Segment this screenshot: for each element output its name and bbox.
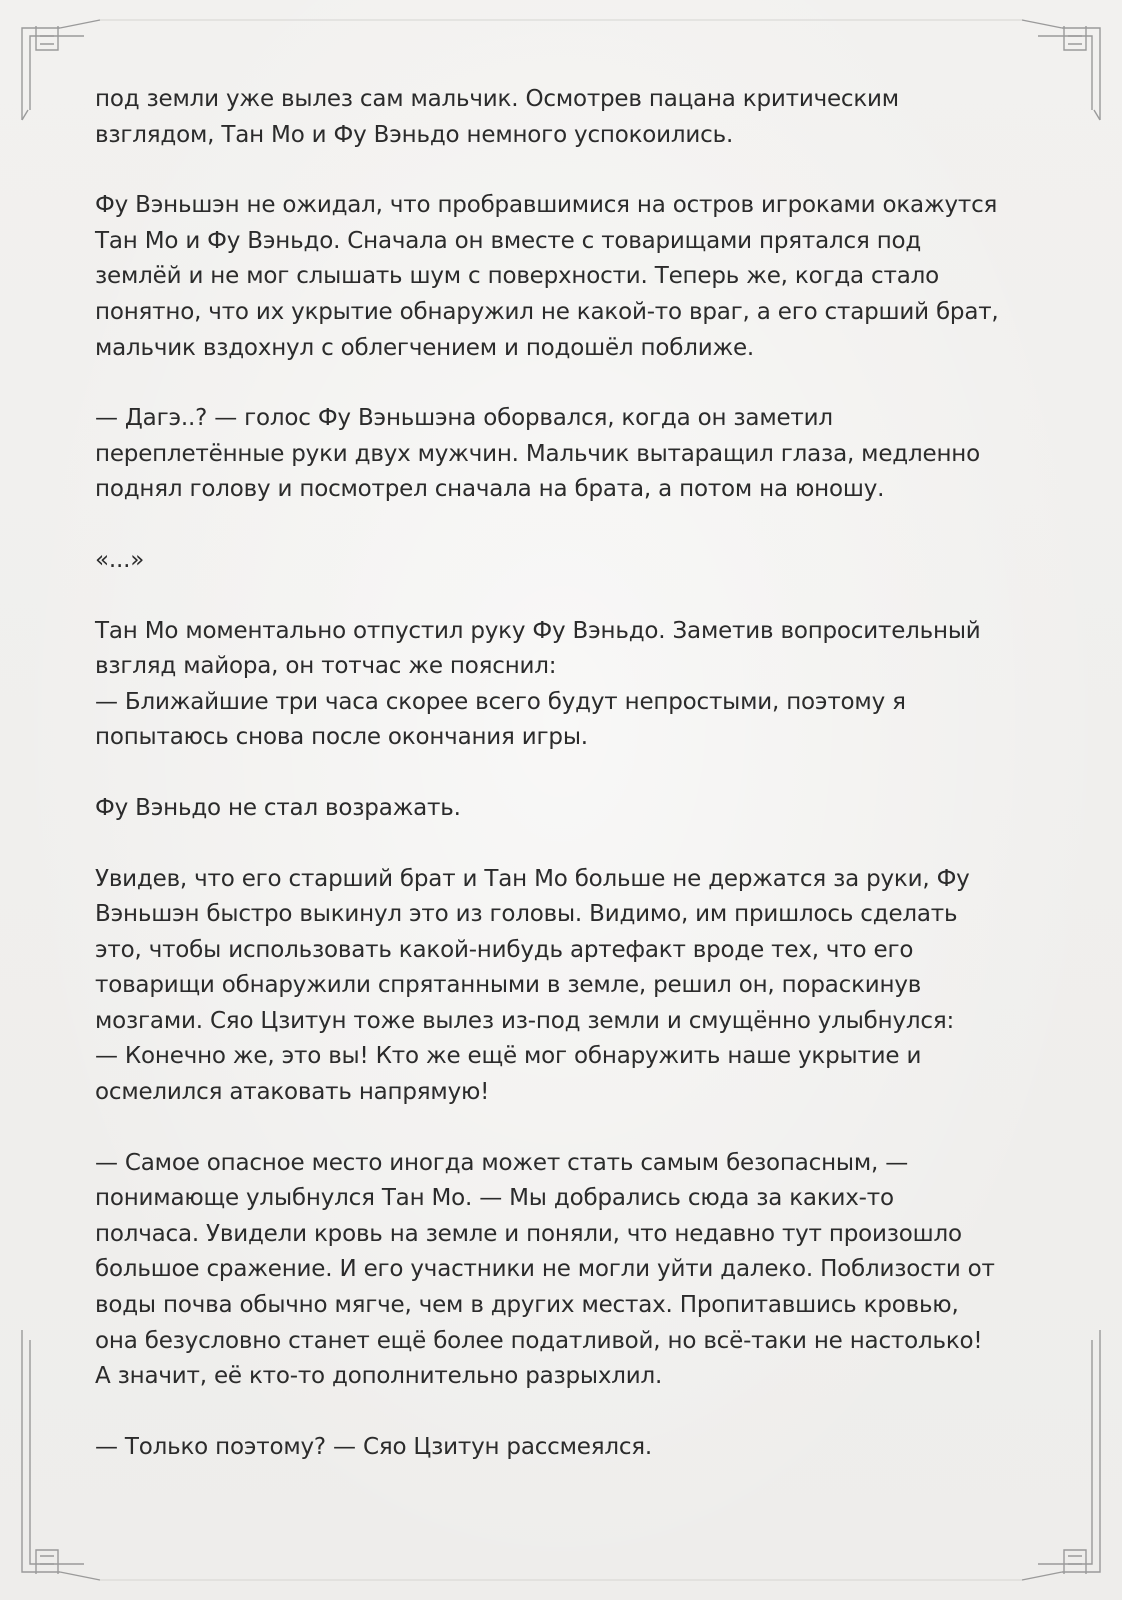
text-line: она безусловно станет ещё более податливой, но всё-таки не настолько! — [95, 1327, 983, 1354]
paragraph — [95, 82, 1035, 153]
text-line: землёй и не мог слышать шум с поверхности. Теперь же, когда стало — [95, 263, 939, 290]
text-line: взглядом, Тан Мо и Фу Вэньдо немного успокоились. — [95, 121, 734, 148]
text-line: большое сражение. И его участники не могли уйти далеко. Поблизости от — [95, 1256, 995, 1283]
body-text — [95, 82, 1035, 1500]
text-line: понятно, что их укрытие обнаружил не какой-то враг, а его старший брат, — [95, 298, 999, 325]
text-line: полчаса. Увидели кровь на земле и поняли, что недавно тут произошло — [95, 1220, 962, 1247]
text-line: «...» — [95, 546, 145, 573]
text-line: мальчик вздохнул с облегчением и подошёл поближе. — [95, 334, 755, 361]
text-line: — Конечно же, это вы! Кто же ещё мог обнаружить наше укрытие и — [95, 1043, 922, 1070]
text-line: Тан Мо моментально отпустил руку Фу Вэньдо. Заметив вопросительный — [95, 617, 981, 644]
text-line: Вэньшэн быстро выкинул это из головы. Видимо, им пришлось сделать — [95, 901, 958, 928]
text-line: — Ближайшие три часа скорее всего будут непростыми, поэтому я — [95, 688, 906, 715]
text-line: Тан Мо и Фу Вэньдо. Сначала он вместе с товарищами прятался под — [95, 227, 922, 254]
text-line: Фу Вэньшэн не ожидал, что пробравшимися на остров игроками окажутся — [95, 192, 998, 219]
text-line: А значит, её кто-то дополнительно разрыхлил. — [95, 1363, 663, 1390]
text-line: взгляд майора, он тотчас же пояснил: — [95, 653, 557, 680]
corner-ornament-top-left — [22, 20, 100, 120]
text-line: под земли уже вылез сам мальчик. Осмотрев пацана критическим — [95, 86, 899, 112]
text-line: — Только поэтому? — Сяо Цзитун рассмеялся. — [95, 1433, 653, 1460]
text-line: Увидев, что его старший брат и Тан Мо больше не держатся за руки, Фу — [95, 865, 970, 892]
text-line: это, чтобы использовать какой-нибудь артефакт вроде тех, что его — [95, 936, 914, 963]
text-line: — Дагэ..? — голос Фу Вэньшэна оборвался, когда он заметил — [95, 405, 833, 432]
paragraph — [95, 1430, 1035, 1466]
text-line: — Самое опасное место иногда может стать самым безопасным, — — [95, 1149, 909, 1176]
text-line: Фу Вэньдо не стал возражать. — [95, 794, 461, 821]
paragraph — [95, 862, 1035, 1111]
paragraph — [95, 1146, 1035, 1395]
text-line: переплетённые руки двух мужчин. Мальчик вытаращил глаза, медленно — [95, 440, 980, 467]
text-line: понимающе улыбнулся Тан Мо. — Мы добрались сюда за каких-то — [95, 1185, 894, 1212]
text-line: мозгами. Сяо Цзитун тоже вылез из-под земли и смущённо улыбнулся: — [95, 1007, 955, 1034]
text-line: осмелился атаковать напрямую! — [95, 1079, 490, 1106]
text-line: товарищи обнаружили спрятанными в земле, решил он, пораскинув — [95, 972, 922, 999]
paragraph — [95, 614, 1035, 756]
text-line: попытаюсь снова после окончания игры. — [95, 724, 588, 751]
text-line: воды почва обычно мягче, чем в других местах. Пропитавшись кровью, — [95, 1292, 959, 1319]
paragraph — [95, 791, 1035, 827]
text-line: поднял голову и посмотрел сначала на брата, а потом на юношу. — [95, 476, 885, 503]
paragraph — [95, 188, 1035, 366]
corner-ornament-bottom-left — [22, 1330, 100, 1580]
paragraph — [95, 401, 1035, 508]
paragraph — [95, 543, 1035, 579]
